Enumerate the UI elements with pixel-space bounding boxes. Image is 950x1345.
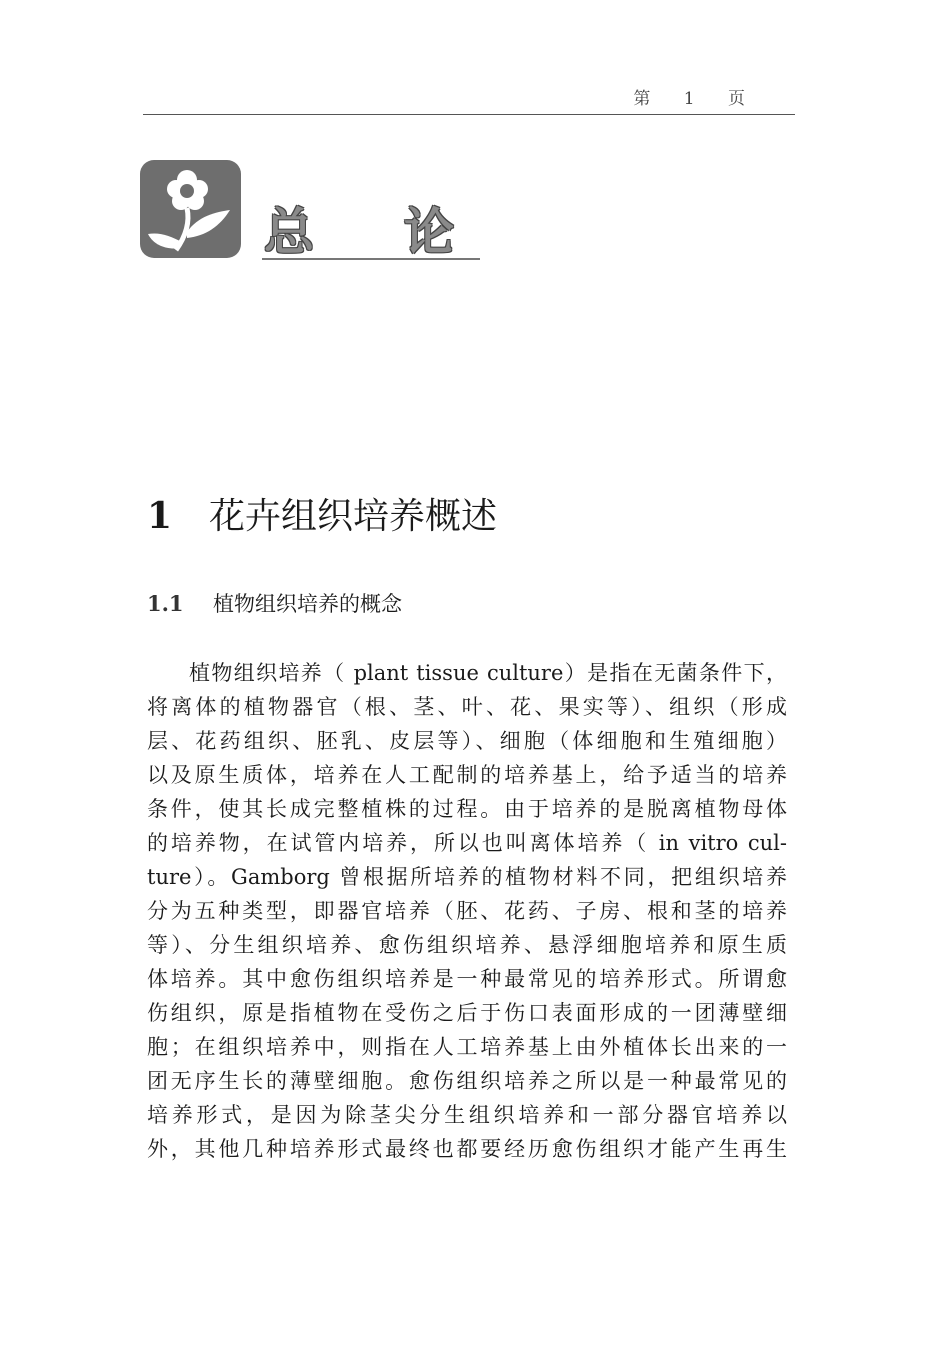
paragraph-line: 层、花药组织、胚乳、皮层等）、细胞（体细胞和生殖细胞） (147, 729, 787, 753)
section-heading (147, 488, 497, 538)
paragraph-line: 以及原生质体，培养在人工配制的培养基上，给予适当的培养 (147, 763, 787, 787)
paragraph-line: ture）。Gamborg 曾根据所培养的植物材料不同，把组织培养 (147, 865, 787, 889)
paragraph-line: 体培养。其中愈伤组织培养是一种最常见的培养形式。所谓愈 (147, 967, 787, 991)
paragraph-line: 等）、分生组织培养、愈伤组织培养、悬浮细胞培养和原生质 (147, 933, 787, 957)
page-header (143, 84, 795, 115)
paragraph-line: 团无序生长的薄壁细胞。愈伤组织培养之所以是一种最常见的 (147, 1069, 787, 1093)
paragraph-line: 外，其他几种培养形式最终也都要经历愈伤组织才能产生再生 (147, 1137, 787, 1161)
chapter-title (262, 192, 480, 260)
section-number: 1 (147, 495, 173, 537)
paragraph-line: 将离体的植物器官（根、茎、叶、花、果实等）、组织（形成 (147, 695, 787, 719)
subsection-title: 植物组织培养的概念 (213, 592, 402, 616)
flower-icon (140, 160, 241, 258)
paragraph-line: 的培养物，在试管内培养，所以也叫离体培养（ in vitro cul- (147, 831, 787, 855)
body-paragraph (147, 656, 787, 1166)
subsection-heading (147, 588, 402, 620)
paragraph-line: 条件，使其长成完整植株的过程。由于培养的是脱离植物母体 (147, 797, 787, 821)
section-title: 花卉组织培养概述 (209, 496, 498, 537)
paragraph-line: 分为五种类型，即器官培养（胚、花药、子房、根和茎的培养 (147, 899, 787, 923)
paragraph-line: 培养形式，是因为除茎尖分生组织培养和一部分器官培养以 (147, 1103, 787, 1127)
chapter-title-char-2: 论 (404, 202, 454, 261)
chapter-title-char-1: 总 (264, 202, 314, 261)
paragraph-line: 胞；在组织培养中，则指在人工培养基上由外植体长出来的一 (147, 1035, 787, 1059)
paragraph-line: 伤组织，原是指植物在受伤之后于伤口表面形成的一团薄壁细 (147, 1001, 787, 1025)
subsection-number: 1.1 (147, 591, 184, 616)
page-number: 第 1 页 (633, 89, 759, 109)
paragraph-line: 植物组织培养（ plant tissue culture）是指在无菌条件下， (189, 661, 787, 685)
